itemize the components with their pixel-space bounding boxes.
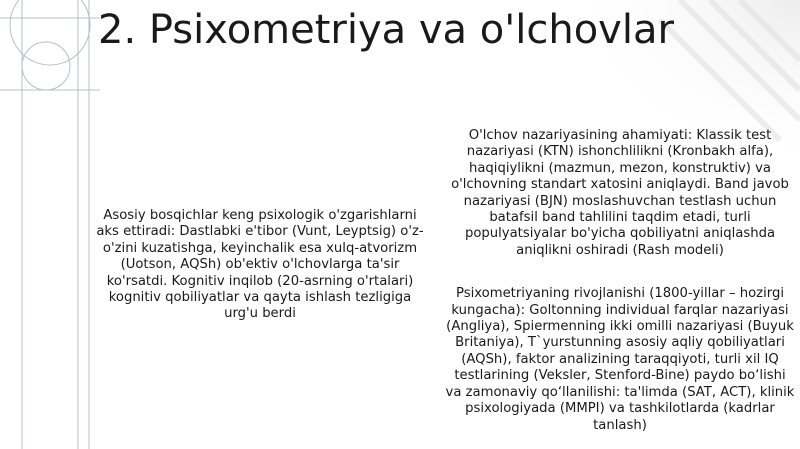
left-text-block xyxy=(95,208,425,323)
right-paragraph-measurement-theory: O'lchov nazariyasining ahamiyati: Klassik test nazariyasi (KTN) ishonchlilikni (Kronbakh alfa), haqiqiylikni (mazmun, mezon, konstruktiv) va o'lchovning standart xatosini aniqlaydi. Band javob nazariyasi (BJN) moslashuvchan testlash uchun batafsil band tahlilini taqdim etadi, turli populyatsiyalar bo'yicha qobiliyatni aniqlashda aniqlikni oshiradi (Rash modeli) xyxy=(451,128,789,258)
decorative-circles-lines xyxy=(0,0,100,449)
slide-title: 2. Psixometriya va o'lchovlar xyxy=(98,7,674,53)
right-paragraph-psychometrics-history: Psixometriyaning rivojlanishi (1800-yillar – hozirgi kungacha): Goltonning individual farqlar nazariyasi (Angliya), Spiermenning ikki omilli nazariyasi (Buyuk Britaniya), T`yurstunning asosiy aqliy qobiliyatlari (AQSh), faktor analizining taraqqiyoti, turli xil IQ testlarining (Veksler, Stenford-Bine) paydo bo‘lishi va zamonaviy qo‘llanilishi: ta'limda (SAT, ACT), klinik psixologiyada (MMPI) va tashkilotlarda (kadrlar tanlash) xyxy=(445,286,795,433)
right-text-block xyxy=(445,128,795,434)
left-paragraph: Asosiy bosqichlar keng psixologik o'zgarishlarni aks ettiradi: Dastlabki e'tibor (Vunt, Leyptsig) o'z-o'zini kuzatishga, keyinchalik esa xulq-atvorizm (Uotson, AQSh) ob'ektiv o'lchovlarga ta'sir ko'rsatdi. Kognitiv inqilob (20-asrning o'rtalari) kognitiv qobiliyatlar va qayta ishlash tezligiga urg'u berdi xyxy=(96,208,424,322)
